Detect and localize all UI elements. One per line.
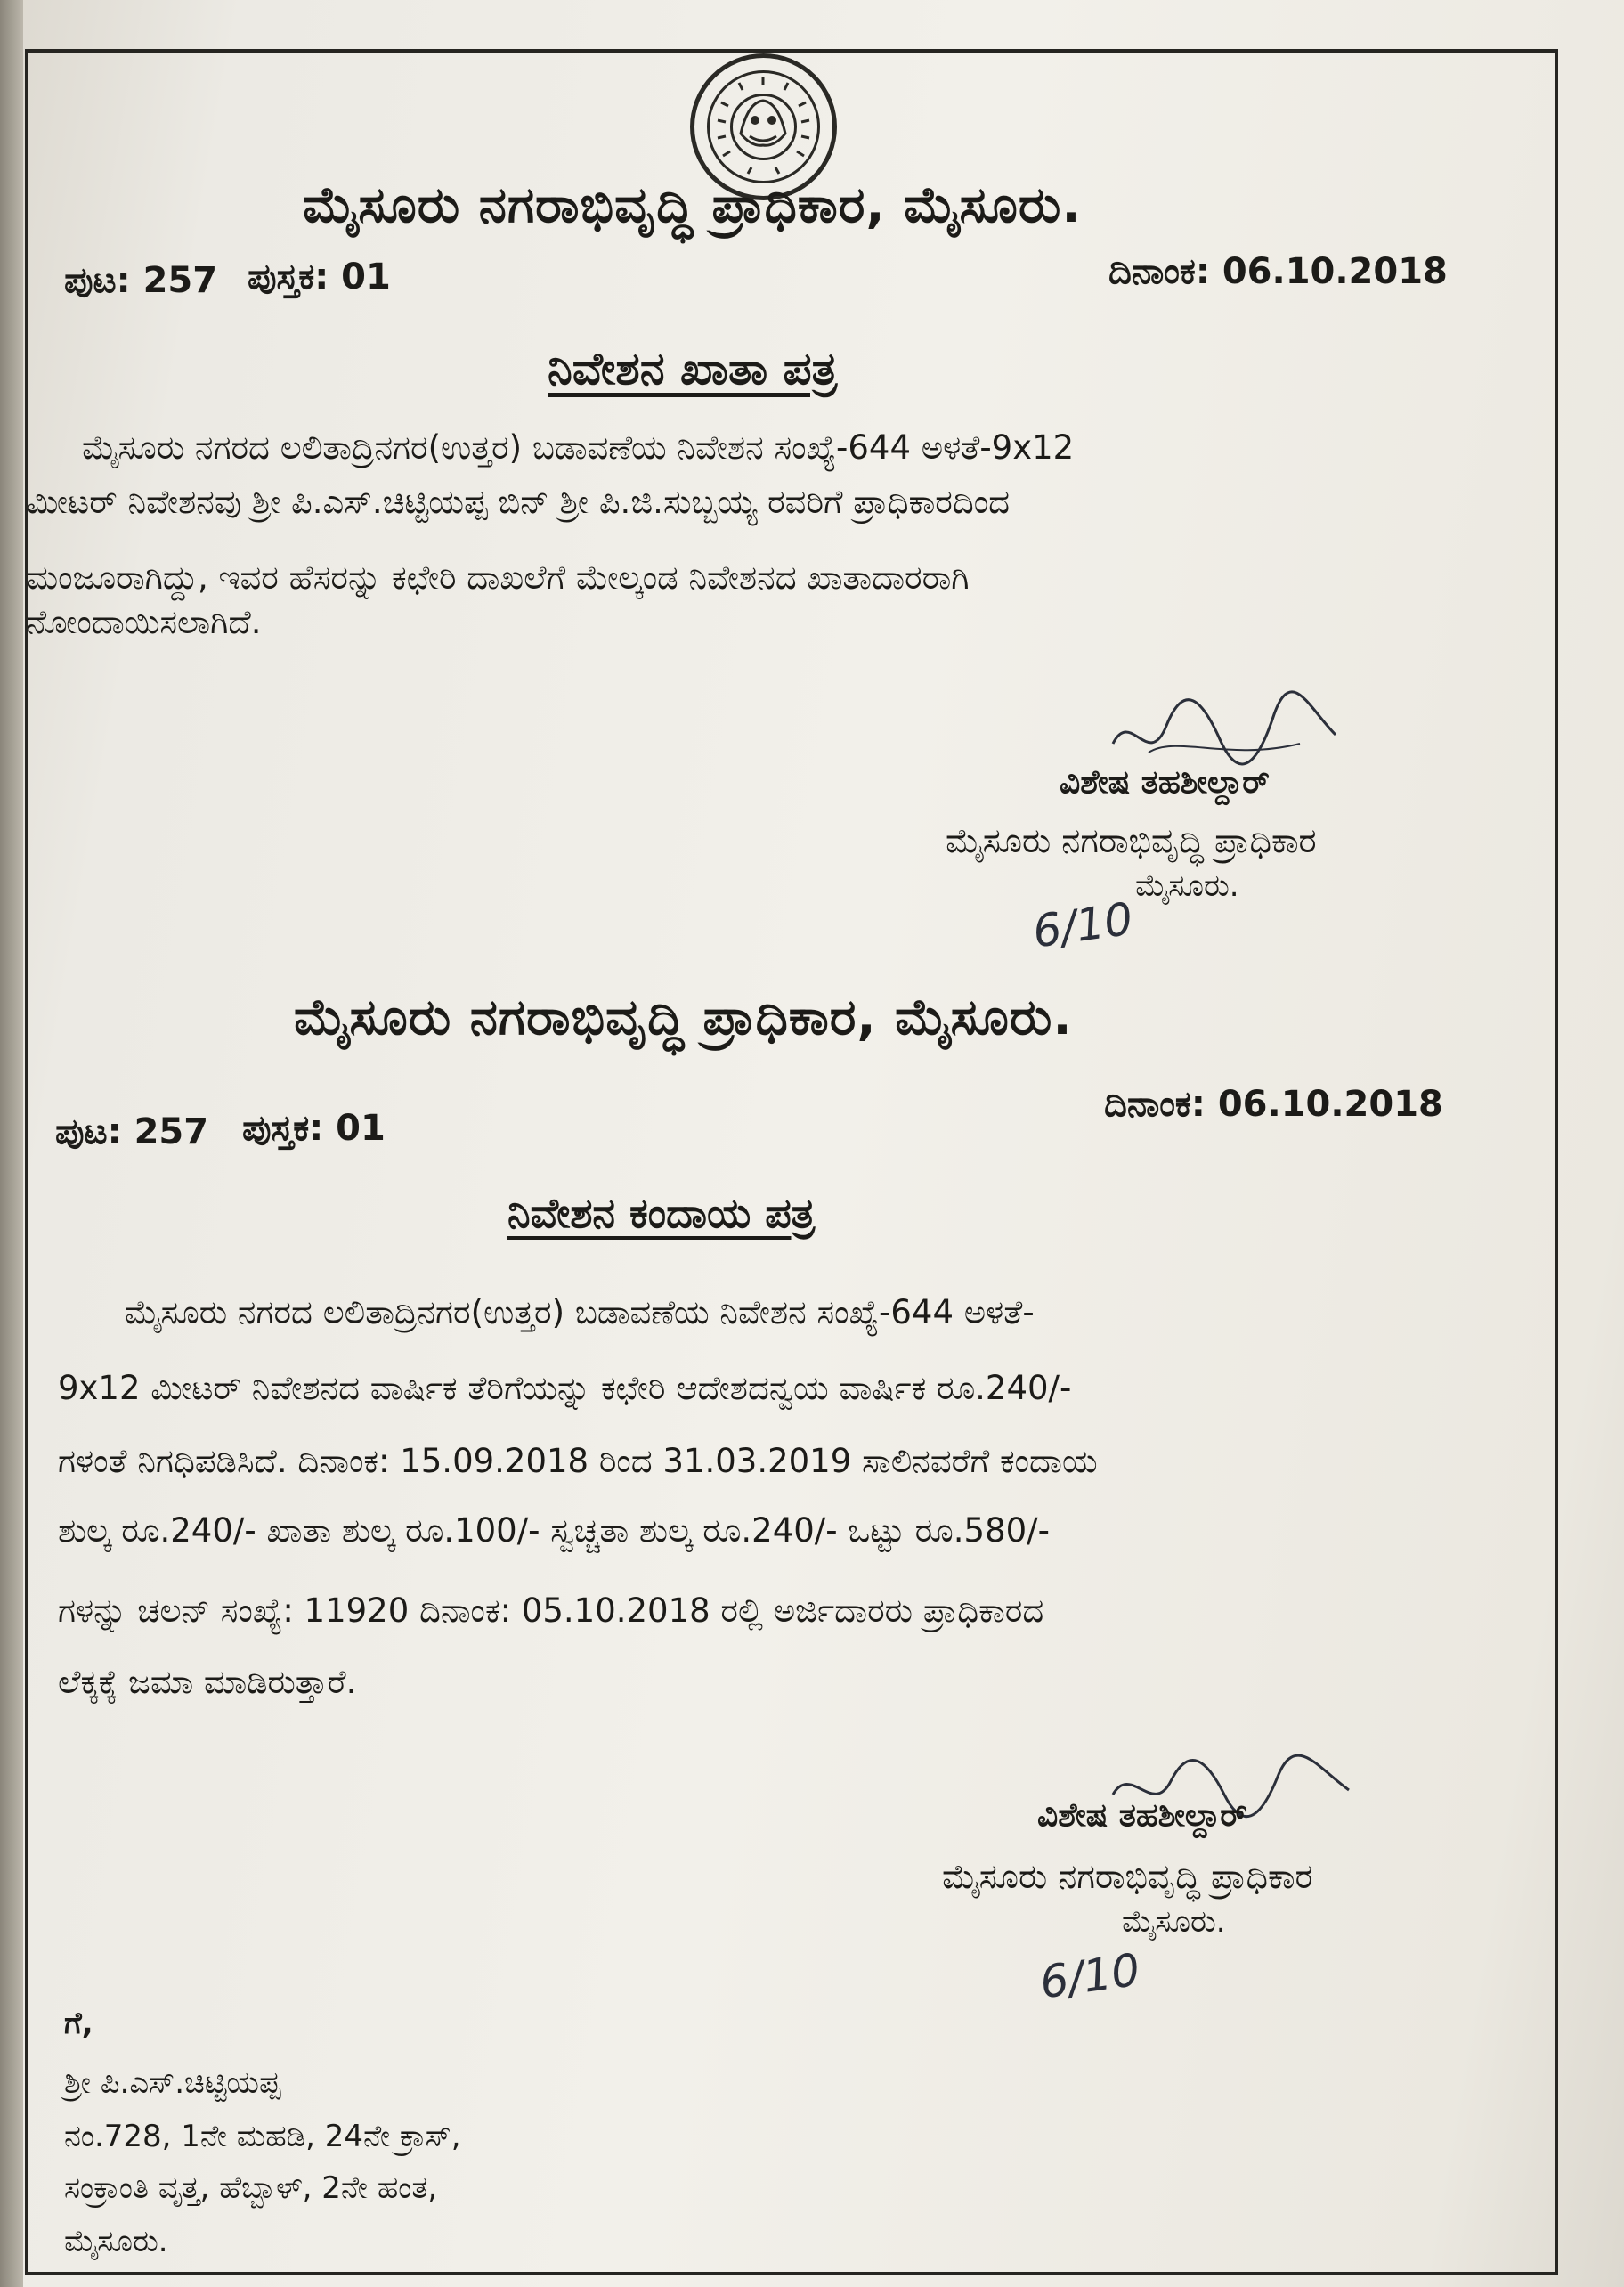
recipient-address-line: ಮೈಸೂರು. (64, 2224, 168, 2259)
recipient-salutation: ಗೆ, (64, 2006, 93, 2041)
recipient-address-line: ನಂ.728, 1ನೇ ಮಹಡಿ, 24ನೇ ಕ್ರಾಸ್, (64, 2119, 461, 2154)
signatory-office: ಮೈಸೂರು ನಗರಾಭಿವೃದ್ಧಿ ಪ್ರಾಧಿಕಾರ (942, 1857, 1313, 1896)
recipient-address-line: ಸಂಕ್ರಾಂತಿ ವೃತ್ತ, ಹೆಬ್ಬಾಳ್, 2ನೇ ಹಂತ, (64, 2170, 438, 2206)
tax-paragraph-line: 9x12 ಮೀಟರ್ ನಿವೇಶನದ ವಾರ್ಷಿಕ ತೆರಿಗೆಯನ್ನು ಕಛೇರಿ ಆದೇಶದನ್ವಯ ವಾರ್ಷಿಕ ರೂ.240/- (58, 1369, 1072, 1407)
book-number: ಪುಸ್ತಕ: 01 (242, 1108, 386, 1149)
initial-date-mark: 6/10 (1029, 892, 1136, 958)
signatory-city: ಮೈಸೂರು. (1135, 868, 1239, 904)
issue-date: ದಿನಾಂಕ: 06.10.2018 (1104, 1084, 1443, 1125)
signatory-office: ಮೈಸೂರು ನಗರಾಭಿವೃದ್ಧಿ ಪ್ರಾಧಿಕಾರ (946, 821, 1317, 860)
signatory-designation: ವಿಶೇಷ ತಹಶೀಲ್ದಾರ್ (1060, 764, 1270, 801)
khata-heading: ನಿವೇಶನ ಖಾತಾ ಪತ್ರ (548, 343, 838, 395)
tax-paragraph-line: ಗಳನ್ನು ಚಲನ್ ಸಂಖ್ಯೆ: 11920 ದಿನಾಂಕ: 05.10.2018 ರಲ್ಲಿ ಅರ್ಜಿದಾರರು ಪ್ರಾಧಿಕಾರದ (58, 1591, 1044, 1630)
tax-heading: ನಿವೇಶನ ಕಂದಾಯ ಪತ್ರ (508, 1189, 816, 1237)
authority-title: ಮೈಸೂರು ನಗರಾಭಿವೃದ್ಧಿ ಪ್ರಾಧಿಕಾರ, ಮೈಸೂರು. (294, 989, 1073, 1046)
initial-date-mark: 6/10 (1036, 1943, 1143, 2009)
khata-paragraph-line: ಮೀಟರ್ ನಿವೇಶನವು ಶ್ರೀ ಪಿ.ಎಸ್.ಚಿಟ್ಟಿಯಪ್ಪ ಬಿನ್ ಶ್ರೀ ಪಿ.ಜಿ.ಸುಬ್ಬಯ್ಯ ರವರಿಗೆ ಪ್ರಾಧಿಕಾರದಿಂದ (27, 483, 1011, 521)
tax-paragraph-line: ಮೈಸೂರು ನಗರದ ಲಲಿತಾದ್ರಿನಗರ(ಉತ್ತರ) ಬಡಾವಣೆಯ ನಿವೇಶನ ಸಂಖ್ಯೆ-644 ಅಳತೆ- (125, 1293, 1035, 1331)
signatory-city: ಮೈಸೂರು. (1122, 1904, 1226, 1940)
issue-date: ದಿನಾಂಕ: 06.10.2018 (1108, 251, 1448, 292)
khata-paragraph-line: ಮಂಜೂರಾಗಿದ್ದು, ಇವರ ಹೆಸರನ್ನು ಕಛೇರಿ ದಾಖಲೆಗೆ ಮೇಲ್ಕಂಡ ನಿವೇಶನದ ಖಾತಾದಾರರಾಗಿ (27, 558, 970, 597)
authority-title: ಮೈಸೂರು ನಗರಾಭಿವೃದ್ಧಿ ಪ್ರಾಧಿಕಾರ, ಮೈಸೂರು. (303, 176, 1082, 234)
signatory-designation: ವಿಶೇಷ ತಹಶೀಲ್ದಾರ್ (1037, 1797, 1247, 1834)
tax-paragraph-line: ಲೆಕ್ಕಕ್ಕೆ ಜಮಾ ಮಾಡಿರುತ್ತಾರೆ. (58, 1663, 357, 1701)
tax-paragraph-line: ಗಳಂತೆ ನಿಗಧಿಪಡಿಸಿದೆ. ದಿನಾಂಕ: 15.09.2018 ರಿಂದ 31.03.2019 ಸಾಲಿನವರೆಗೆ ಕಂದಾಯ (58, 1442, 1098, 1480)
binding-edge (0, 0, 23, 2287)
page-number: ಪುಟ: 257 (64, 260, 218, 301)
tax-paragraph-line: ಶುಲ್ಕ ರೂ.240/- ಖಾತಾ ಶುಲ್ಕ ರೂ.100/- ಸ್ವಚ್ಚತಾ ಶುಲ್ಕ ರೂ.240/- ಒಟ್ಟು ರೂ.580/- (58, 1511, 1050, 1550)
book-number: ಪುಸ್ತಕ: 01 (248, 256, 391, 297)
khata-paragraph-line: ಮೈಸೂರು ನಗರದ ಲಲಿತಾದ್ರಿನಗರ(ಉತ್ತರ) ಬಡಾವಣೆಯ ನಿವೇಶನ ಸಂಖ್ಯೆ-644 ಅಳತೆ-9x12 (82, 428, 1075, 467)
khata-paragraph-line: ನೋಂದಾಯಿಸಲಾಗಿದೆ. (27, 603, 262, 641)
recipient-name: ಶ್ರೀ ಪಿ.ಎಸ್.ಚಿಟ್ಟಿಯಪ್ಪ (64, 2065, 281, 2101)
page-number: ಪುಟ: 257 (55, 1111, 209, 1152)
